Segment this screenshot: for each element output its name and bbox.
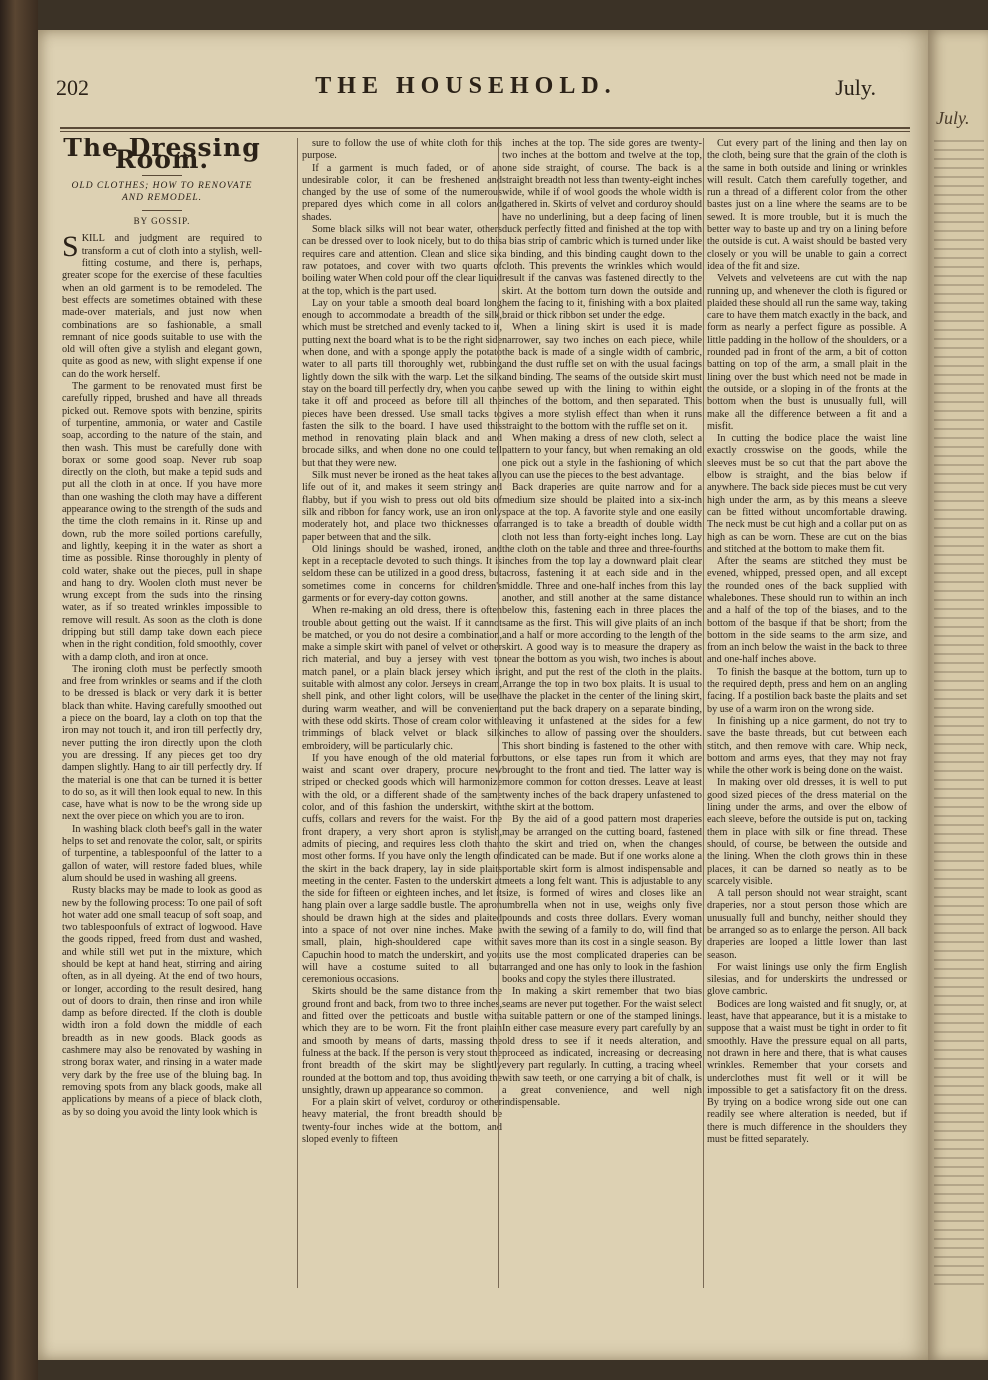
- header-rule-thin: [60, 131, 910, 132]
- paragraph: SKILL and judgment are required to transform a cut of cloth into a stylish, well-fitting costume, and there is, perhaps, greater scope for the exercise of these faculties when an old garment is to be remodeled. The best effects are sometimes obtained with these made-over materials, and just now when combinations are so fashionable, a small remnant of nice goods suitable to use with the old will often give a stylish and elegant gown, quite as good as new, with slight expense if one can do the work herself.: [62, 230, 262, 380]
- column-3-paragraphs: [502, 138, 702, 1109]
- column-2-paragraphs: [302, 138, 502, 1146]
- page-number: 202: [56, 75, 89, 100]
- byline: BY GOSSIP.: [133, 216, 191, 227]
- column-3: [502, 138, 702, 1288]
- paragraph: Bodices are long waisted and fit snugly, or, at least, have that appearance, but it is a mistake to suppose that a waist must be tight in order to fit smoothly. Have the pressure equal on all parts, not drawn in here and there, that is what causes wrinkles. Remember that your corsets and underclothes must fit well or it will be impossible to get a satisfactory fit on the dress. By trying on a bodice wrong side out one can readily see where alteration is needed, but if there is much difference in the shoulders they must be fitted separately.: [707, 998, 907, 1146]
- column-2: [302, 138, 502, 1288]
- paragraph: In making over old dresses, it is well to put good sized pieces of the dress material on the lining under the arms, and over the elbow of each sleeve, before the outside is put on, tacking them in place with silk or fine thread. These should, of course, be between the outside and the lining. When the cloth grows thin in these places, it can be darned so neatly as to be scarcely visible.: [707, 777, 907, 887]
- header-rule: [60, 127, 910, 129]
- paragraph: Lay on your table a smooth deal board long enough to accommodate a breadth of the silk, which must be stretched and evenly tacked to it, putting next the board what is to be the right side when done, and with a sponge apply the potato water to all parts till thoroughly wet, rubbing lightly down the silk with the warp. Let the silk stay on the board till perfectly dry, when you can take it off and proceed as before till all the pieces have been dressed. Use small tacks to fasten the silk to the board. I have used this method in renovating plain black and and brocade silks, and when done no one could tell but that they were new.: [302, 297, 502, 469]
- paragraph: Velvets and velveteens are cut with the nap running up, and whenever the cloth is figured or plaided these should all run the same way, taking care to have them match exactly in the back, and form as nearly a perfect figure as possible. A little padding in the hollow of the shoulders, or a rounded pad in front of the arm, a bit of cotton batting on top of the arm, a small plait in the lining over the bust which need not be made in the outside, or a sloping in of the fronts at the bottom when the bust is unusually full, will make all the difference between a fit and a misfit.: [707, 273, 907, 432]
- book-binding: [0, 0, 38, 1380]
- paragraph: Rusty blacks may be made to look as good as new by the following process: To one pail of soft hot water add one small teacup of soft soap, and two tablespoonfuls of extract of logwood. Have the goods ripped, freed from dust and washed, and while still wet put in the mixture, which should be kept at hand heat, stirring and airing often, as in all dyeing. At the end of two hours, or longer, according to the result desired, hang out of doors to drain, then rinse and iron while damp as before directed. If the cloth is double width iron a fold down the middle of each breadth as in new goods. Black goods as cashmere may also be renovated by washing in strong borax water, and rinsing in a water made very dark by the free use of the bluing bag. In removing spots from any black goods, make all applications by means of a piece of black cloth, as by so doing you avoid the linty look which is: [62, 885, 262, 1118]
- paragraph: inches at the top. The side gores are twenty-two inches at the bottom and twelve at the top, one side straight, of course. The back is a straight breadth not less than twenty-eight inches wide, while if of wool goods the whole width is gathered in. Skirts of velvet and corduroy should have no underlining, but a deep facing of linen duck perfectly fitted and finished at the top with a bias strip of cambric which is turned under like a binding, and this binding caught down to the cloth. This prevents the wrinkles which would result if the canvas was fastened directly to the skirt. At the bottom turn down the outside and hem the facing to it, finishing with a box plaited braid or thick ribbon set under the edge.: [502, 138, 702, 322]
- column-4-paragraphs: [707, 138, 907, 1146]
- column-4: [707, 138, 907, 1288]
- paragraph: For waist linings use only the firm English silesias, and for underskirts the undressed or glove cambric.: [707, 961, 907, 998]
- adjacent-page-edge: [928, 30, 988, 1360]
- page-header: [56, 75, 876, 115]
- paragraph: When re-making an old dress, there is often trouble about getting out the waist. If it cannot be matched, or you do not desire a combination, make a simple skirt with panel of velvet or other rich material, and buy a jersey with vest to match panel, or a plain black jersey which is suitable with almost any color. Jerseys in cream, shell pink, and other light colors, will be used during warm weather, and will be convenient with these odd skirts. Those of cream color with trimmings of black velvet or black silk embroidery, will be particularly chic.: [302, 605, 502, 752]
- column-divider: [498, 138, 499, 1288]
- paragraph: When a lining skirt is used it is made narrower, say two inches on each piece, while the back is made of a single width of cambric, and the dust ruffle set on with the usual facings and binding. The seams of the outside skirt must be sewed up with the lining to within eight inches of the bottom, and then separated. This gives a more stylish effect than when it runs straight to the bottom with the ruffle set on it.: [502, 322, 702, 432]
- paragraph: sure to follow the use of white cloth for this purpose.: [302, 138, 502, 162]
- column-1: [62, 138, 262, 1288]
- paragraph: When making a dress of new cloth, select a pattern to your fancy, but when remaking an old one pick out a style in the fashioning of which you can use the pieces to the best advantage.: [502, 433, 702, 482]
- paragraph: Back draperies are quite narrow and for a medium size should be plaited into a six-inch space at the top. A favorite style and one easily arranged is to take a breadth of double width cloth not less than forty-eight inches long. Lay the cloth on the table and three and three-fourths inches from the top lay a downward plait clear across, fastening it at each side and in the middle. Three and one-half inches from this lay another, and still another at the same distance below this, fastening each in three places the same as the first. This will give plaits of an inch and a half or more according to the length of the skirt. A good way is to measure the drapery as near the bottom as you wish, two inches is about right, and put the rest of the cloth in the plaits. Arrange the top in two box plaits. It is usual to have the placket in the center of the lining skirt, and put the back drapery on a separate binding, leaving it unfastened at the sides for a few inches to allow of passing over the shoulders. This short binding is fastened to the other with buttons, or else tapes run from it which are brought to the front and tied. The latter way is more common for cotton dresses. Leave at least twenty inches of the back drapery unfastened to the skirt at the bottom.: [502, 482, 702, 814]
- paragraph: The garment to be renovated must first be carefully ripped, brushed and have all threads picked out. Remove spots with benzine, spirits of turpentine, ammonia, or water and Castile soap, according to the nature of the stain, and then wash. This must be carefully done with borax or some good soap. Never rub soap directly on the cloth, but make a tepid suds and put all the cloth in at once. If you have more than one washing the cloth may have a different appearance owing to the strength of the suds and the time the cloth remains in it. Rinse up and down, rub the more soiled portions carefully, and lightly, keeping it in the water as short a time as possible. Rinse thoroughly in plenty of cold water, shake out the pieces, pull in shape and hang to dry. Woolen cloth must never be wrung except from the suds into the rinsing water, as if so treated wrinkles impossible to remove will result. As soon as the cloth is done dripping but still damp take down each piece when in the right condition, fold smoothly, cover with a damp cloth, and iron at once.: [62, 381, 262, 663]
- paragraph: Cut every part of the lining and then lay on the cloth, being sure that the grain of the cloth is the same in both outside and lining or wrinkles will result. Catch them carefully together, and run a thread of a different color from the other bastes just on a line where the seams are to be sewed. It is more trouble, but it is much the better way to baste up and try on a lining before the outside is cut. A waist should be basted very closely or you will be unable to gain a correct idea of the fit and size.: [707, 138, 907, 272]
- title-divider: [142, 175, 182, 176]
- paragraph: If a garment is much faded, or of an undesirable color, it can be freshened and changed by the use of some of the numerous prepared dyes which come in all colors and shades.: [302, 162, 502, 223]
- drop-cap: S: [62, 230, 79, 264]
- paragraph: In washing black cloth beef's gall in the water helps to set and renovate the color, salt, or spirits of turpentine, a tablespoonful of the latter to a gallon of water, will restore faded blues, while alum should be used in washing all greens.: [62, 823, 262, 884]
- issue-month: July.: [835, 75, 876, 100]
- article-divider: [142, 210, 182, 211]
- paragraph: Silk must never be ironed as the heat takes all life out of it, and makes it seem stringy and flabby, but if you wish to press out old bits of silk and ribbon for fancy work, use an iron only moderately hot, and place two thicknesses of paper between that and the silk.: [302, 470, 502, 543]
- adjacent-page-text-lines: [934, 140, 984, 1290]
- paragraph: Some black silks will not bear water, others can be dressed over to look nicely, but to do this requires care and attention. Clean and slice six raw potatoes, and cover with two quarts of boiling water When cold pour off the clear liquid at the top, which is the part used.: [302, 224, 502, 297]
- section-title: The Dressing Room.: [63, 138, 261, 175]
- paragraph: After the seams are stitched they must be evened, whipped, pressed open, and all except the rounded ones of the back supplied with whalebones. These should run to within an inch and a half of the top of the biases, and to the bottom of the basque if that be short; from the bottom in the side seams to the arm size, and from an inch below the waist in the back to three and one-half inches above.: [707, 556, 907, 666]
- paragraph: To finish the basque at the bottom, turn up to the required depth, press and hem on an angling facing. If a postilion back baste the plaits and set by use of a warm iron on the wrong side.: [707, 666, 907, 715]
- paragraph: A tall person should not wear straight, scant draperies, nor a stout person those which are unusually full and bunchy, neither should they be arranged so as to enlarge the person. All back draperies are looped a little lower than last season.: [707, 888, 907, 961]
- paragraph: The ironing cloth must be perfectly smooth and free from wrinkles or seams and if the cloth to be dressed is black or very dark it is better black than white. Having carefully smoothed out a piece on the board, lay a cloth on top that the iron may not touch it, and iron till perfectly dry, never putting the iron directly upon the cloth you are dressing. If any pieces get too dry dampen slightly. Hang to air till perfectly dry. If the material is one that can be turned it is better to do so, as it will then look equal to new. In this case, have what is now to be the wrong side up next the over piece on which you are to iron.: [62, 663, 262, 823]
- column-1-paragraphs: [62, 230, 262, 1118]
- paragraph: By the aid of a good pattern most draperies may be arranged on the cutting board, fastened to the skirt and tried on, when the changes indicated can be made. But if one works alone a portable skirt form is almost indispensable and meets a long felt want. This is adjustable to any size, is formed of wires and closes like an umbrella when not in use, weighs only five pounds and costs three dollars. Every woman with the sewing of a family to do, will find that it saves more than its cost in a single season. By its use the most complicated draperies can be arranged and one has only to look in the fashion books and copy the styles there illustrated.: [502, 814, 702, 986]
- paragraph: In finishing up a nice garment, do not try to save the baste threads, but cut between each stitch, and then remove with care. Whip neck, bottom and arms eyes, that they may not fray while the other work is being done on the waist.: [707, 715, 907, 777]
- column-divider: [297, 138, 298, 1288]
- masthead-title: THE HOUSEHOLD.: [315, 73, 617, 99]
- paragraph: In cutting the bodice place the waist line exactly crosswise on the goods, while the sleeves must be so cut that the part above the elbow is straight, and the bias below if anywhere. The back side pieces must be cut very high under the arm, as by this means a sleeve can be fitted without uncomfortable drawing. The neck must be cut high and a collar put on as high as can be worn. These are cut on the bias and stitched at the bottom to make them fit.: [707, 433, 907, 555]
- column-divider: [703, 138, 704, 1288]
- paragraph: For a plain skirt of velvet, corduroy or other heavy material, the front breadth should be twenty-four inches wide at the bottom, and sloped evenly to fifteen: [302, 1097, 502, 1146]
- paragraph: Skirts should be the same distance from the ground front and back, from two to three inches, and fitted over the petticoats and bustle with which they are to be worn. Fit the front plain and smooth by means of darts, massing the fulness at the back. If the person is very stout the front breadth of the skirt may be slightly rounded at the bottom and top, thus avoiding the unsightly, drawn up appearance so common.: [302, 986, 502, 1096]
- paragraph: Old linings should be washed, ironed, and kept in a receptacle devoted to such things. It is seldom these can be utilized in a good dress, but sometimes come in concerns for children's garments or for every-day cotton gowns.: [302, 543, 502, 604]
- paragraph: In making a skirt remember that two bias seams are never put together. For the waist select a suitable pattern or one of the stamped linings. In either case measure every part carefully by an old dress to see if it needs alteration, and proceed as indicated, increasing or decreasing every part regularly. In cutting, a tracing wheel with saw teeth, or one carrying a bit of chalk, is a great convenience, and well nigh indispensable.: [502, 986, 702, 1109]
- article-title: OLD CLOTHES; HOW TO RENOVATE AND REMODEL.: [71, 180, 253, 203]
- adjacent-page-header: July.: [936, 108, 970, 128]
- paragraph: If you have enough of the old material for waist and scant over drapery, procure new striped or checked goods which will harmonize with the old, or a different shade of the same color, and of this fashion the underskirt, with cuffs, collars and revers for the waist. For the front drapery, a very short apron is stylish, admits of piecing, and requires less cloth than most other forms. If you have only the length of the skirt in the back drapery, lay in side plaits meeting in the center. Fasten to the underskirt at the side for fifteen or eighteen inches, and let it hang plain over a large saddle bustle. The apron should be drawn high at the sides and plaited into a space of not over nine inches. Make a small, plain, high-shouldered cape with Capuchin hood to match the underskirt, and you will have a costume suited to all but ceremonious occasions.: [302, 752, 502, 986]
